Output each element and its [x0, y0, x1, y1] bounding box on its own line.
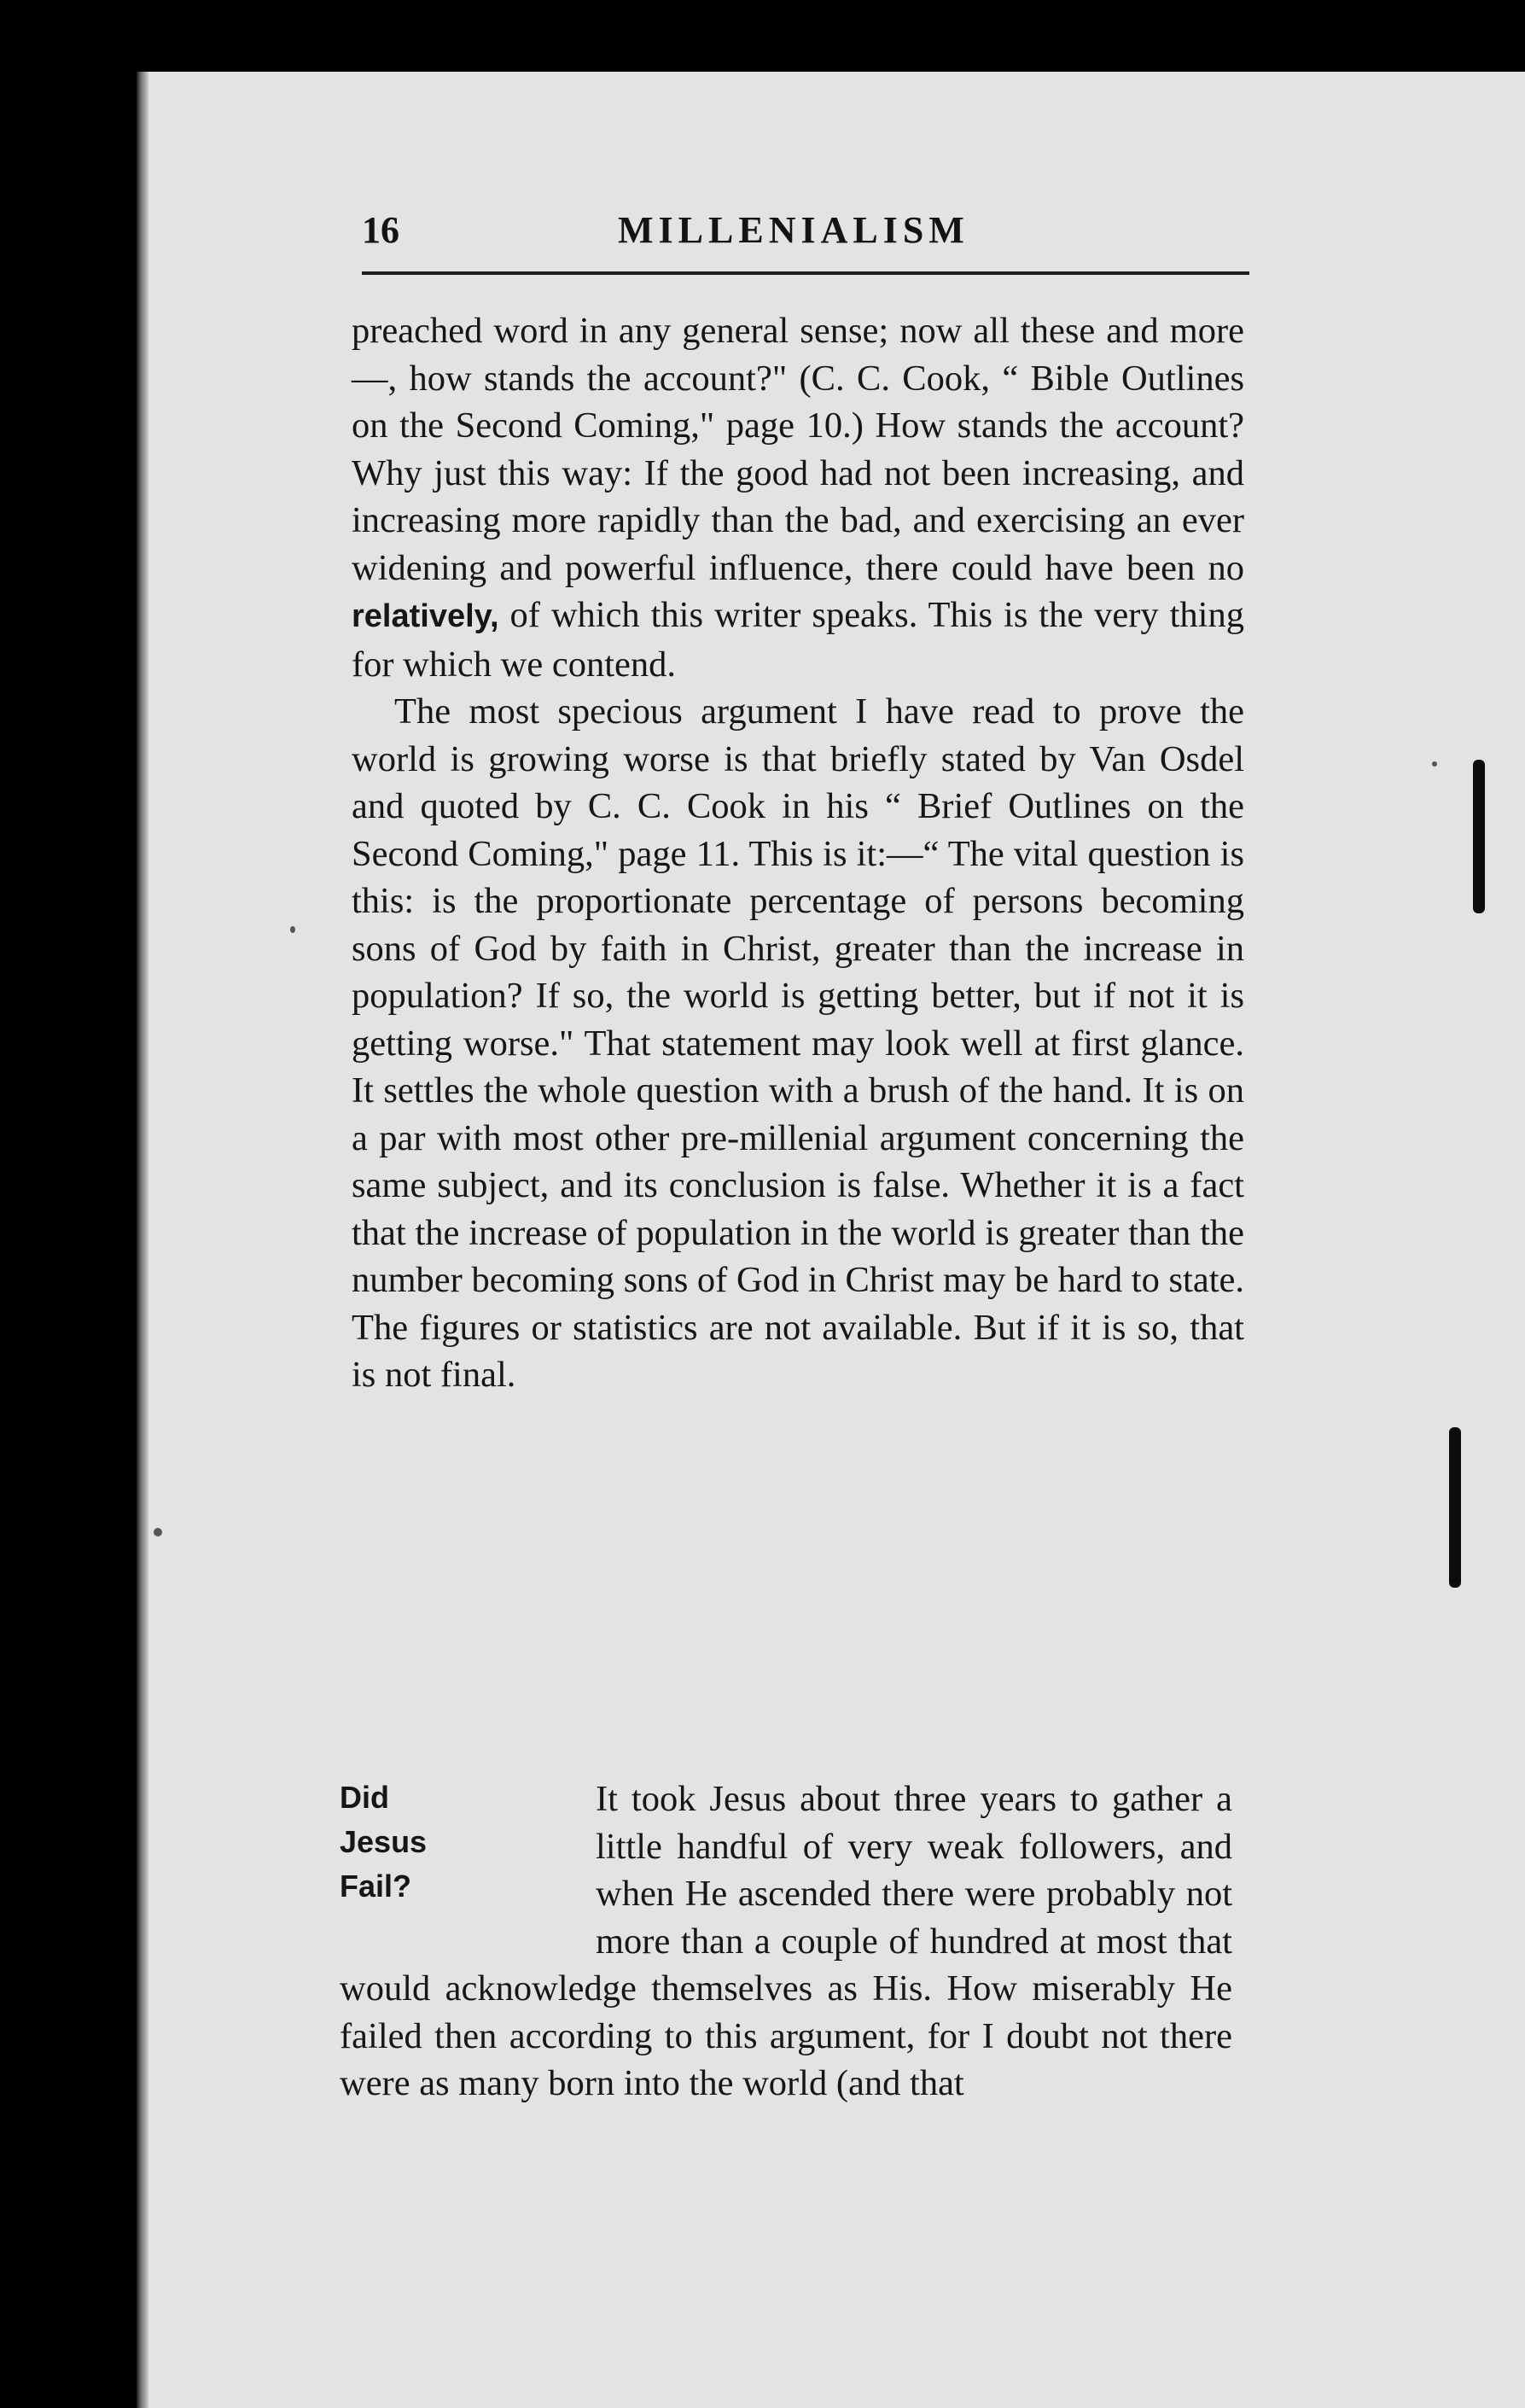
side-heading — [340, 1775, 596, 1921]
bold-word: relatively, — [352, 598, 499, 634]
speck — [154, 1528, 162, 1536]
margin-mark-lower — [1449, 1427, 1461, 1588]
speck — [290, 926, 295, 933]
speck — [1432, 761, 1437, 767]
page-number: 16 — [362, 209, 399, 251]
paragraph-1 — [352, 307, 1244, 688]
side-heading-line-2: Jesus — [340, 1824, 428, 1859]
section-paragraph: It took Jesus about three years to gather a little handful of very weak followers, and when He ascended there were probably not more than a couple of hundred at most that would acknowledge themselves as His. How miserably He failed then according to this argument, for I doubt not there were as many born into the world (and that — [340, 1779, 1232, 2103]
running-title: MILLENIALISM — [618, 209, 969, 251]
side-heading-line-3: Fail? — [340, 1869, 412, 1904]
page-header — [362, 208, 1249, 277]
margin-mark-upper — [1473, 760, 1485, 913]
paragraph-1-end: of which this writer speaks. This is the very thing for which we contend. — [352, 595, 1244, 685]
header-rule — [362, 271, 1249, 275]
body-text — [352, 307, 1244, 1399]
paragraph-2: The most specious argument I have read to prove the world is growing worse is that briefly stated by Van Osdel and quoted by C. C. Cook in his “ Brief Outlines on the Second Coming," page 11. This is it:—“ The vital question is this: is the proportionate percentage of persons becoming sons of God by faith in Christ, greater than the increase in population? If so, the world is getting better, but if not it is getting worse." That statement may look well at first glance. It settles the whole question with a brush of the hand. It is on a par with most other pre-millenial argument concerning the same subject, and its conclusion is false. Whether it is a fact that the increase of population in the world is greater than the number becoming sons of God in Christ may be hard to state. The figures or statistics are not available. But if it is so, that is not final. — [352, 691, 1244, 1395]
paragraph-1-text: preached word in any general sense; now all these and more—, how stands the account?" (C. C. Cook, “ Bible Outlines on the Second Coming," page 10.) How stands the account? Why just this way: If the good had not been increasing, and increasing more rapidly than the bad, and exercising an ever widening and powerful influence, there could have been no — [352, 311, 1244, 588]
section-did-jesus-fail — [340, 1775, 1232, 2108]
side-heading-line-1: Did — [340, 1780, 389, 1815]
page-shadow-edge — [137, 72, 148, 2408]
